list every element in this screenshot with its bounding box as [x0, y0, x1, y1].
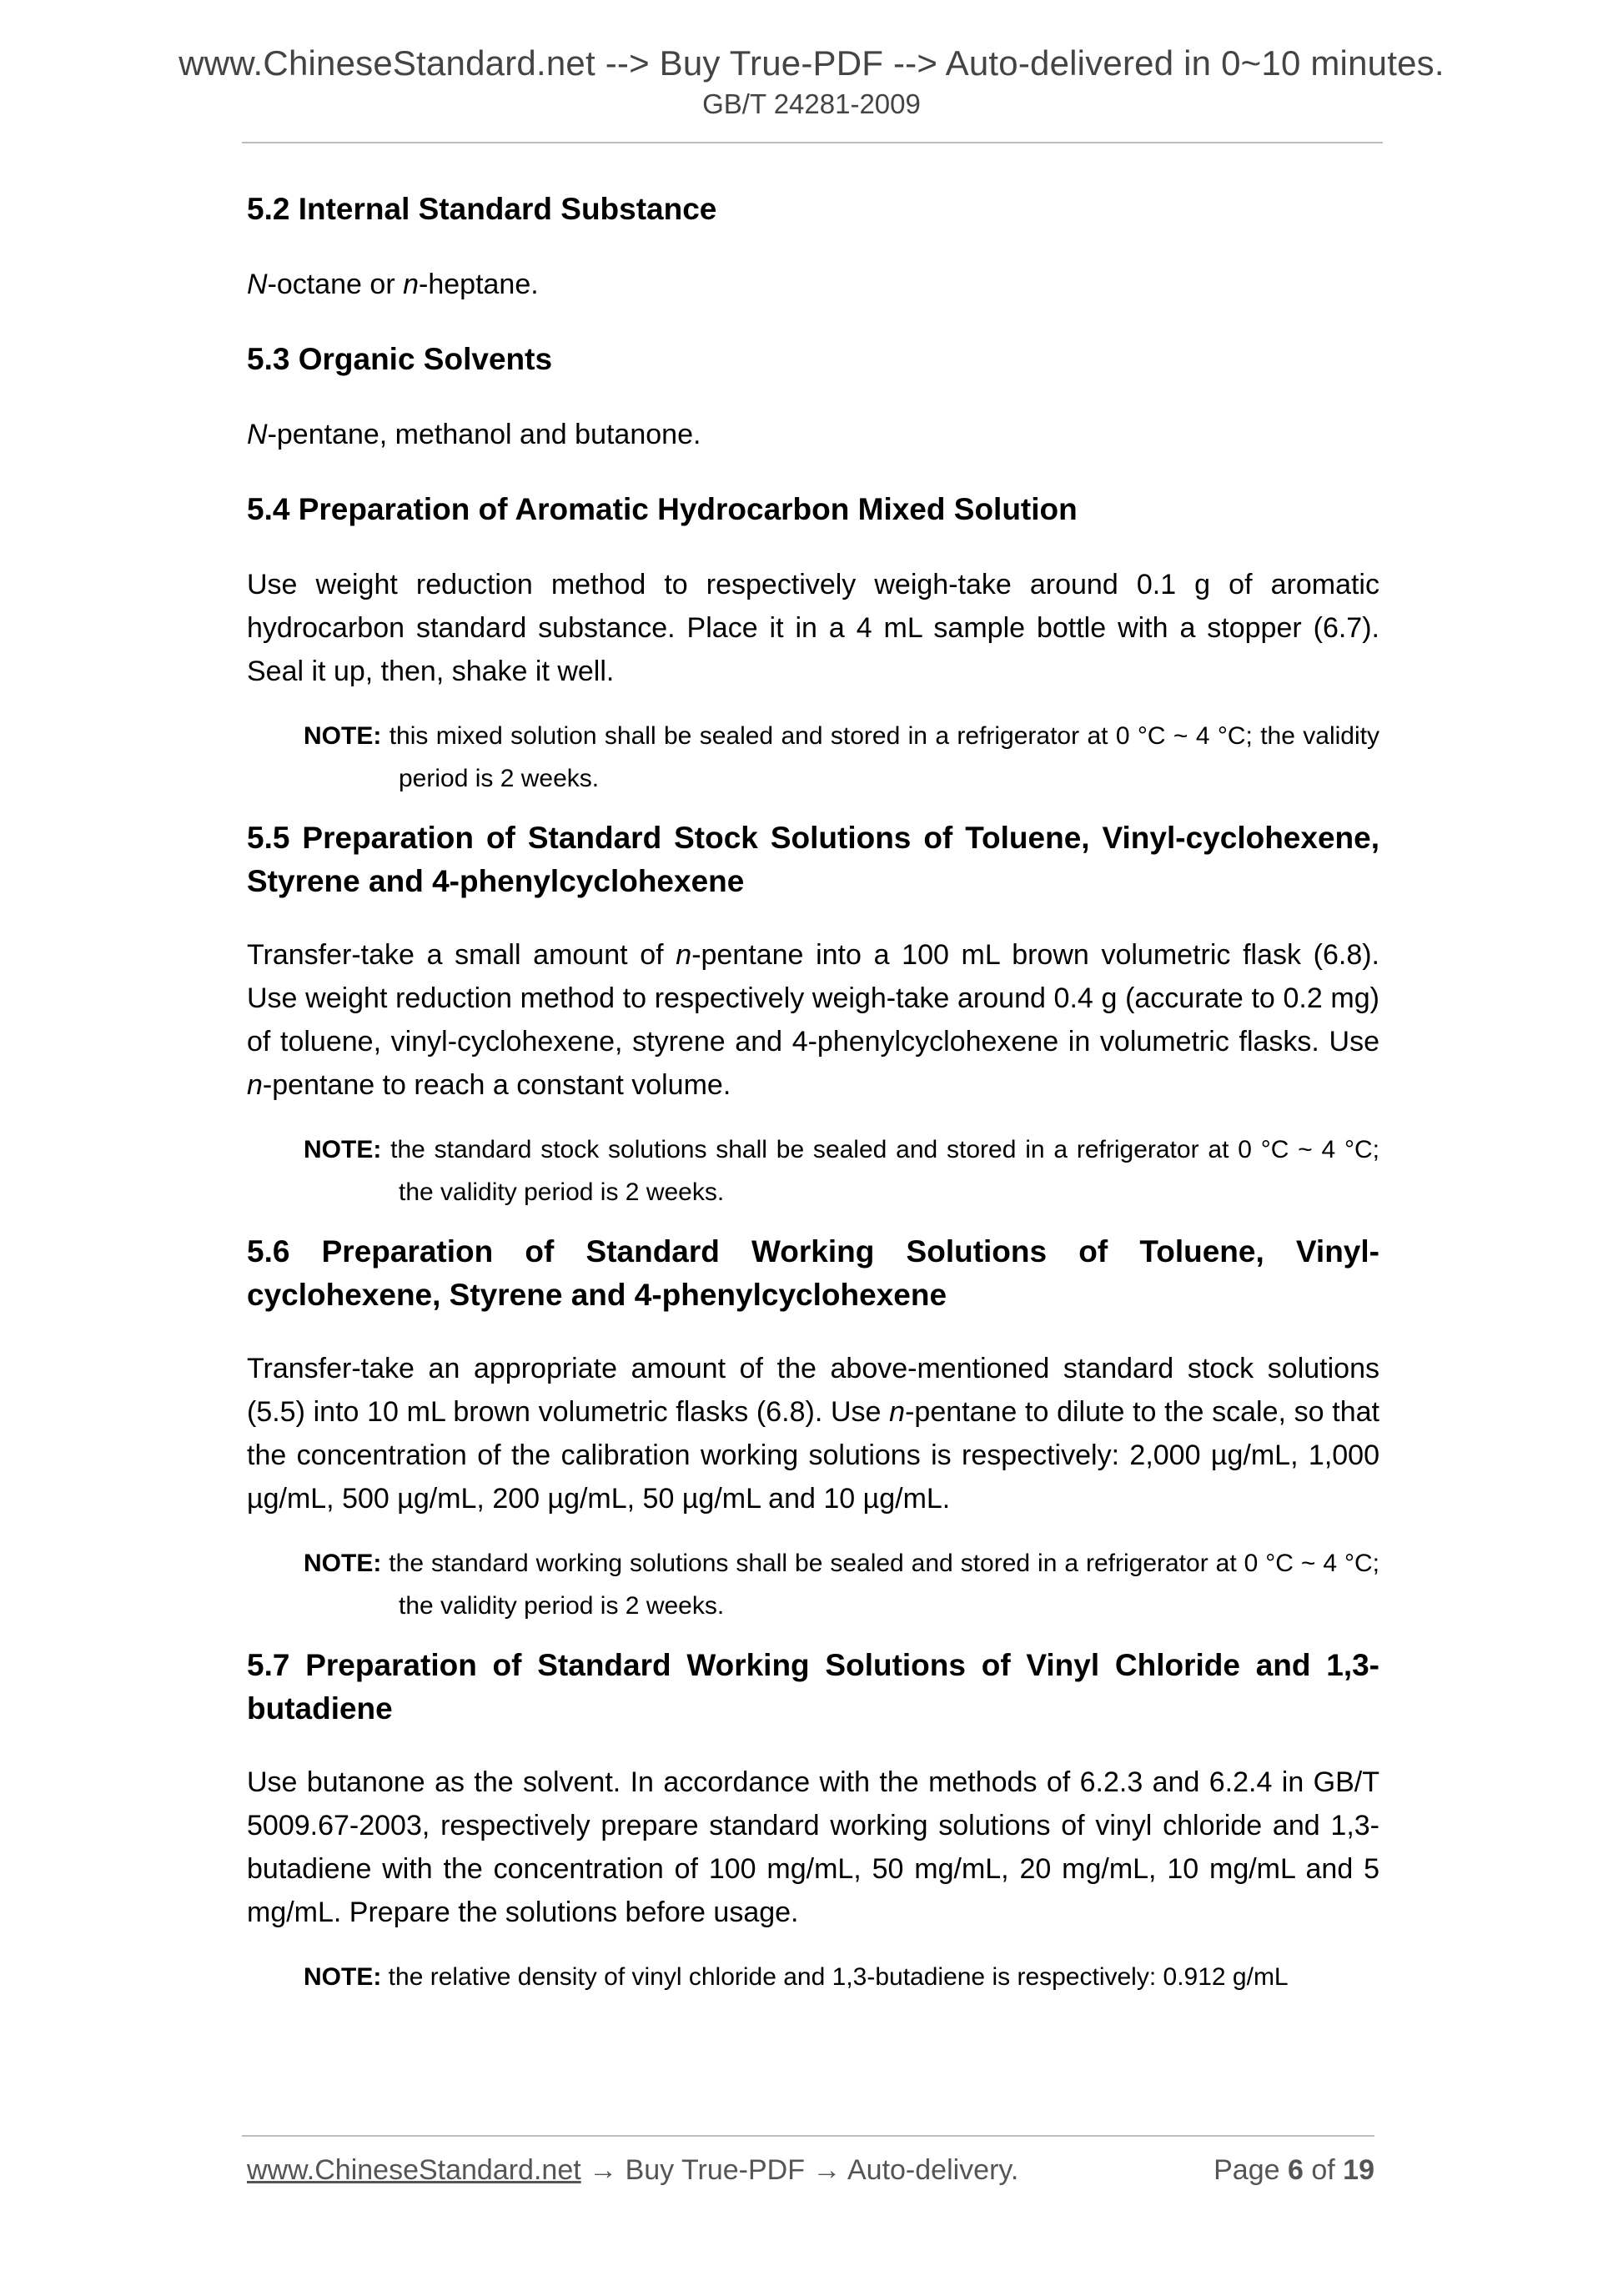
header-banner: www.ChineseStandard.net --> Buy True-PDF --> Auto-delivered in 0~10 minutes.: [178, 43, 1445, 83]
page-counter: Page 6 of 19: [1213, 2154, 1374, 2186]
total-pages: 19: [1343, 2154, 1374, 2186]
section-5-5-heading: 5.5 Preparation of Standard Stock Solutions of Toluene, Vinyl-cyclohexene, Styrene and 4-phenylcyclohexene: [247, 821, 1379, 898]
note-label: NOTE:: [304, 1963, 382, 1991]
document-body: [247, 188, 1379, 1998]
section-5-5-note: NOTE: the standard stock solutions shall be sealed and stored in a refrigerator at 0 °C ~ 4 °C; the validity period is 2 weeks.: [304, 1136, 1379, 1206]
footer-promo: www.ChineseStandard.net → Buy True-PDF → Auto-delivery.: [247, 2154, 1019, 2186]
page-footer: [247, 2154, 1379, 2194]
section-5-4-heading: 5.4 Preparation of Aromatic Hydrocarbon Mixed Solution: [247, 492, 1078, 526]
section-5-7-body: Use butanone as the solvent. In accordance with the methods of 6.2.3 and 6.2.4 in GB/T 5009.67-2003, respectively prepare standard working solutions of vinyl chloride and 1,3-butadiene with the concentration of 100 mg/mL, 50 mg/mL, 20 mg/mL, 10 mg/mL and 5 mg/mL. Prepare the solutions before usage.: [247, 1766, 1379, 1928]
standard-number: GB/T 24281-2009: [702, 88, 921, 119]
section-5-4-note: NOTE: this mixed solution shall be sealed and stored in a refrigerator at 0 °C ~ 4 °C; the validity period is 2 weeks.: [304, 722, 1379, 792]
section-5-6-note: NOTE: the standard working solutions shall be sealed and stored in a refrigerator at 0 °C ~ 4 °C; the validity period is 2 weeks.: [304, 1550, 1379, 1620]
section-5-2-heading: 5.2 Internal Standard Substance: [247, 192, 717, 226]
note-label: NOTE:: [304, 1550, 382, 1577]
section-5-7-heading: 5.7 Preparation of Standard Working Solutions of Vinyl Chloride and 1,3-butadiene: [247, 1648, 1379, 1726]
section-5-2-body: N-octane or n-heptane.: [247, 269, 539, 300]
section-5-6-body: Transfer-take an appropriate amount of the above-mentioned standard stock solutions (5.5) into 10 mL brown volumetric flasks (6.8). Use n-pentane to dilute to the scale, so that the concentration of the calibration working solutions is respectively: 2,000 µg/mL, 1,000 µg/mL, 500 µg/mL, 200 µg/mL, 50 µg/mL and 10 µg/mL.: [247, 1353, 1379, 1515]
current-page: 6: [1287, 2154, 1304, 2186]
section-5-7-note: NOTE: the relative density of vinyl chloride and 1,3-butadiene is respectively: 0.912 g/mL: [304, 1963, 1289, 1991]
section-5-3-heading: 5.3 Organic Solvents: [247, 342, 553, 376]
note-label: NOTE:: [304, 722, 382, 750]
section-5-6-heading: 5.6 Preparation of Standard Working Solutions of Toluene, Vinyl-cyclohexene, Styrene and 4-phenylcyclohexene: [247, 1234, 1379, 1312]
section-5-5-body: Transfer-take a small amount of n-pentane into a 100 mL brown volumetric flask (6.8). Use weight reduction method to respectively weigh-take around 0.4 g (accurate to 0.2 mg) of toluene, vinyl-cyclohexene, styrene and 4-phenylcyclohexene in volumetric flasks. Use n-pentane to reach a constant volume.: [247, 939, 1380, 1101]
footer-site-link[interactable]: www.ChineseStandard.net: [247, 2154, 581, 2186]
note-label: NOTE:: [304, 1136, 382, 1163]
section-5-4-body: Use weight reduction method to respectively weigh-take around 0.1 g of aromatic hydrocarbon standard substance. Place it in a 4 mL sample bottle with a stopper (6.7). Seal it up, then, shake it well.: [247, 569, 1379, 687]
header-divider: [242, 142, 1383, 143]
footer-divider: [242, 2135, 1374, 2137]
section-5-3-body: N-pentane, methanol and butanone.: [247, 419, 701, 450]
